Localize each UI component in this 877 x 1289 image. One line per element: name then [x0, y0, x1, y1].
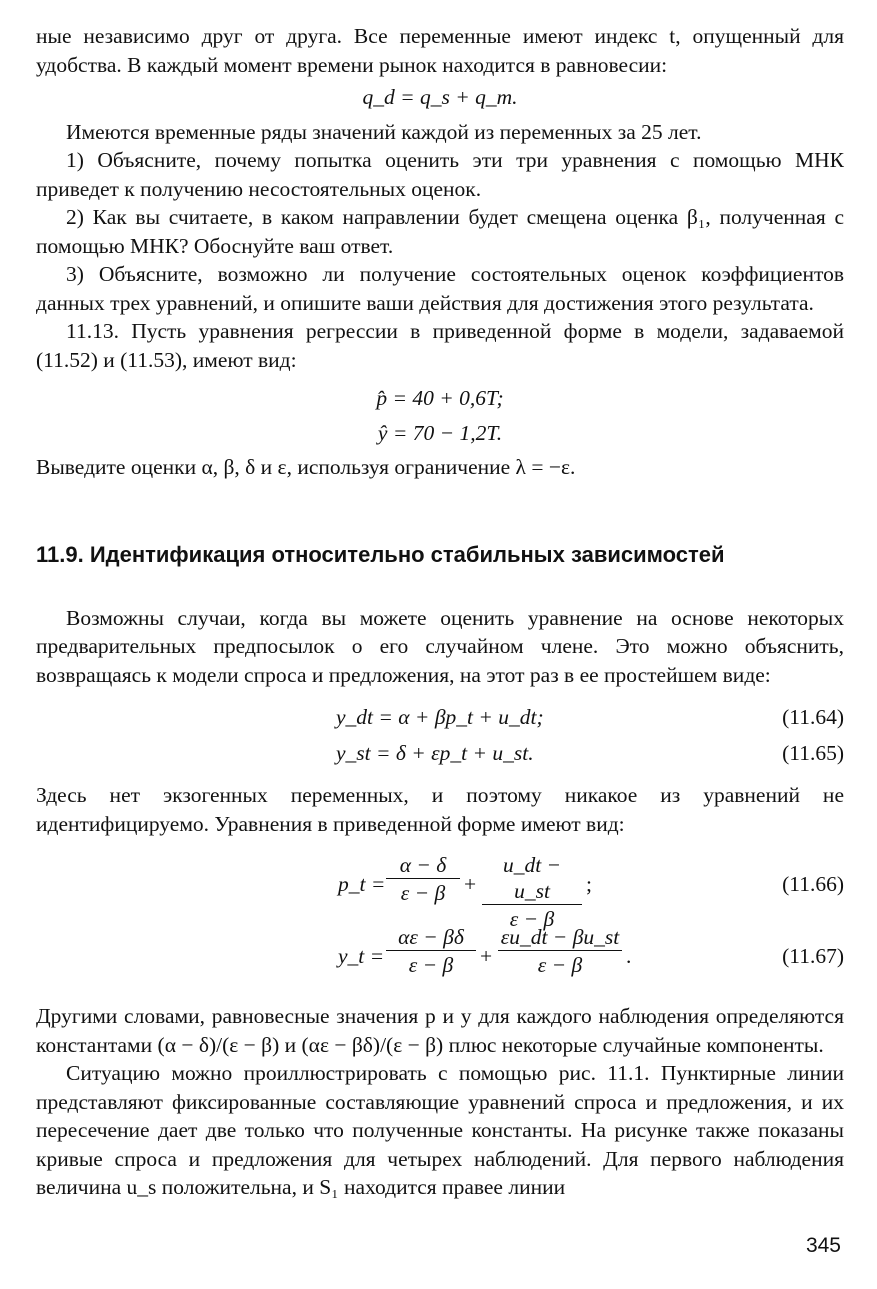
fraction-numerator: α − δ — [386, 852, 460, 879]
equation-11-64-number: (11.64) — [782, 705, 844, 729]
fraction-denominator: ε − β — [537, 953, 583, 977]
paragraph-intro: Возможны случаи, когда вы можете оценить уравнение на основе некоторых предварительных предпосылок о его случайном члене. Это можно объяснить, возвращаясь к модели спроса и предложения, на этот раз в ее простейшем виде: — [36, 605, 844, 687]
equation-11-67-fraction-1 — [386, 924, 476, 979]
page-body — [36, 22, 844, 1202]
fraction-denominator: ε − β — [400, 881, 446, 905]
equation-11-65-number: (11.65) — [782, 741, 844, 765]
plus-sign: + — [464, 872, 477, 896]
exercise-11-13: 11.13. Пусть уравнения регрессии в приведенной форме в модели, задаваемой (11.52) и (11.53), имеют вид: — [36, 319, 844, 372]
fraction-denominator: ε − β — [509, 907, 555, 931]
paragraph-figure-description: Ситуацию можно проиллюстрировать с помощью рис. 11.1. Пунктирные линии представляют фиксированные составляющие уравнений спроса и предложения, и их пересечение дает две только что полученные константы. На рисунке также показаны кривые спроса и предложения для четырех наблюдений. Для первого наблюдения величина u_s положительна, и S₁ находится правее линии — [36, 1061, 844, 1199]
paragraph-equilibrium-values: Другими словами, равновесные значения p и y для каждого наблюдения определяются константами (α − δ)/(ε − β) и (αε − βδ)/(ε − β) плюс некоторые случайные компоненты. — [36, 1004, 844, 1057]
equation-11-67-lhs: y_t = — [338, 944, 385, 968]
equation-p-hat: p̂ = 40 + 0,6T; — [376, 386, 504, 410]
equation-11-66 — [36, 848, 844, 931]
fraction-numerator: αε − βδ — [386, 924, 476, 951]
equation-market-equilibrium: q_d = q_s + q_m. — [362, 85, 518, 109]
punctuation: ; — [586, 872, 592, 896]
question-2: 2) Как вы считаете, в каком направлении будет смещена оценка β₁, полученная с помощью МНК? Обоснуйте ваш ответ. — [36, 205, 844, 258]
paragraph-continuation: ные независимо друг от друга. Все переменные имеют индекс t, опущенный для удобства. В каждый момент времени рынок находится в равновесии: — [36, 24, 844, 77]
page-number: 345 — [805, 1234, 841, 1257]
equation-11-64 — [36, 699, 844, 735]
section-heading: 11.9. Идентификация относительно стабильных зависимостей — [36, 541, 725, 567]
fraction-numerator: εu_dt − βu_st — [498, 924, 622, 951]
equation-11-65 — [36, 735, 844, 771]
exercise-instruction: Выведите оценки α, β, δ и ε, используя ограничение λ = −ε. — [36, 455, 576, 479]
question-3: 3) Объясните, возможно ли получение состоятельных оценок коэффициентов данных трех уравнений, и опишите ваши действия для достижения этого результата. — [36, 262, 844, 315]
paragraph-no-exogenous: Здесь нет экзогенных переменных, и поэтому никакое из уравнений не идентифицируемо. Уравнения в приведенной форме имеют вид: — [36, 783, 844, 836]
question-1: 1) Объясните, почему попытка оценить эти три уравнения с помощью МНК приведет к получению несостоятельных оценок. — [36, 148, 844, 201]
equation-11-65-formula: y_st = δ + εp_t + u_st. — [336, 741, 534, 765]
equation-11-67-fraction-2 — [498, 924, 622, 979]
fraction-denominator: ε − β — [408, 953, 454, 977]
equation-11-64-formula: y_dt = α + βp_t + u_dt; — [336, 705, 544, 729]
equation-11-66-fraction-1 — [386, 852, 460, 907]
plus-sign: + — [480, 944, 493, 968]
equation-11-67 — [36, 920, 844, 992]
equation-11-66-number: (11.66) — [782, 872, 844, 896]
equation-y-hat: ŷ = 70 − 1,2T. — [377, 420, 503, 445]
punctuation: . — [626, 944, 632, 968]
fraction-numerator: u_dt − u_st — [482, 852, 582, 905]
paragraph-time-series: Имеются временные ряды значений каждой из переменных за 25 лет. — [66, 119, 702, 144]
equation-11-66-lhs: p_t = — [338, 872, 386, 896]
equation-11-67-number: (11.67) — [782, 944, 844, 968]
